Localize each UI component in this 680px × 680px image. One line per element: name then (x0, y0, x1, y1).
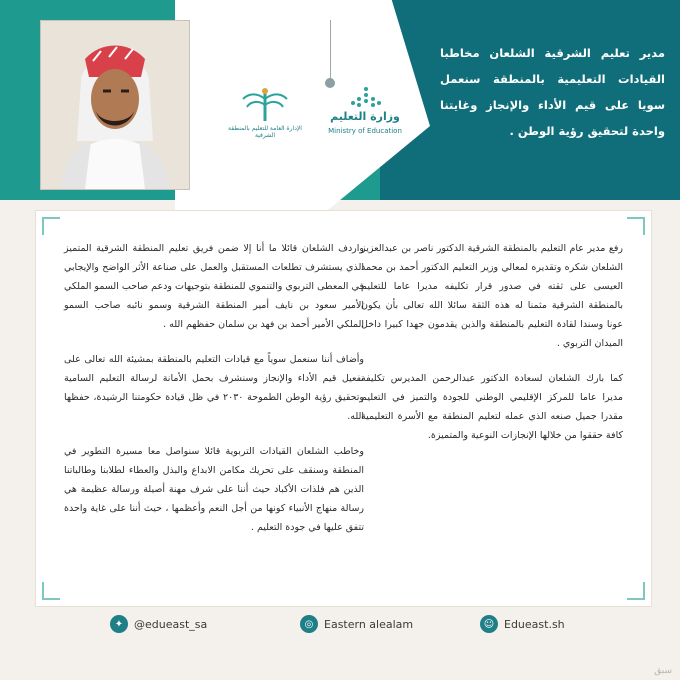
ministry-name-en: Ministry of Education (328, 127, 402, 135)
instagram-link[interactable] (300, 612, 413, 636)
twitter-link[interactable] (110, 612, 207, 636)
article-paragraph: كما بارك الشلعان لسعادة الدكتور عبدالرحمن المديرس تكليفه مديرا عاما للمركز الإقليمي الوطني للجودة والتميز في التعليم مقدرا جميل صنعه الذي عمله لتعليم المنطقة مع الأسرة التعليمية كافة حققوا من خلالها الإنجازات النوعية والمتميزة. (361, 373, 623, 441)
instagram-handle: Eastern alealam (324, 617, 414, 631)
corner-ornament (627, 217, 645, 235)
corner-ornament (42, 582, 60, 600)
article-right-column (361, 239, 623, 461)
region-caption: الإدارة العامة للتعليم بالمنطقة الشرقية (228, 125, 302, 139)
decorative-line (330, 20, 331, 80)
article-paragraph: وأضاف أننا سنعمل سوياً مع قيادات التعليم بالمنطقة بمشيئة الله تعالى على تفعيل قيم الأداء والإنجاز وسنشرف بحمل الأمانة لرسالة التعليم السامية وتحقيق رؤية الوطن الطموحة ٢٠٣٠ في ظل قيادة حكومتنا الرشيدة، حفظها الله. (64, 354, 364, 422)
article-left-column (64, 239, 364, 553)
snapchat-handle: Edueast.sh (504, 617, 565, 631)
twitter-icon: ✦ (110, 615, 128, 633)
snapchat-icon: ☺ (480, 615, 498, 633)
portrait-photo (40, 20, 190, 190)
watermark: سبق (654, 666, 672, 676)
corner-ornament (627, 582, 645, 600)
ministry-logo-icon (347, 83, 385, 109)
corner-ornament (42, 217, 60, 235)
instagram-icon: ◎ (300, 615, 318, 633)
snapchat-link[interactable] (480, 612, 565, 636)
article-card (35, 210, 652, 607)
headline: مدير تعليم الشرقية الشلعان مخاطبا القيادات التعليمية بالمنطقة سنعمل سويا على قيم الأداء والإنجاز وغايتنا واحدة لتحقيق رؤية الوطن . (440, 46, 665, 138)
ministry-name: وزارة التعليم (330, 110, 400, 123)
logos (225, 80, 415, 160)
article-paragraph: رفع مدير عام التعليم بالمنطقة الشرقية الدكتور ناصر بن عبدالعزيز الشلعان شكره وتقديره لمعالي وزير التعليم الدكتور أحمد بن محمد العيسى على ثقته في صدور قرار تكليفه مديرا عاما للتعليم بالمنطقة الشرقية مثمنا له هذه الثقة سائلا الله تعالى بأن يكون عونا وسندا لقادة التعليم بالمنطقة والذين يقدمون جهدا كبيرا داخل الميدان التربوي . (361, 243, 623, 349)
eastern-region-logo-icon (235, 85, 295, 125)
twitter-handle: @edueast_sa (134, 617, 208, 631)
social-footer (110, 612, 630, 636)
article-paragraph: وخاطب الشلعان القيادات التربوية قائلا سنواصل معا مسيرة التطوير في المنطقة وسنقف على تحريك مكامن الابداع والبذل والعطاء لطلابنا وطالباتنا الذين هم فلذات الأكباد حيث أننا على شرف مهنة أصيلة ورسالة عظيمة هي رسالة منهاج الأنبياء كونها من أجل النعم وأعظمها ، حيث أننا على غاية واحدة تتفق عليها في جودة التعليم . (64, 446, 364, 533)
person-portrait-icon (41, 21, 189, 189)
article-paragraph: واردف الشلعان قائلا ما أنا إلا ضمن فريق تعليم المنطقة الشرقية المتميز الذي يستشرف تطلعات المستقبل والعمل على صناعة الأثر الواضح والإيجابي في المعطى التربوي والتنموي للمنطقة بتوجيهات ودعم صاحب السمو الملكي الأمير سعود بن نايف أمير المنطقة الشرقية وسمو نائبه صاحب السمو الملكي الأمير أحمد بن فهد بن سلمان حفظهم الله . (64, 243, 364, 330)
